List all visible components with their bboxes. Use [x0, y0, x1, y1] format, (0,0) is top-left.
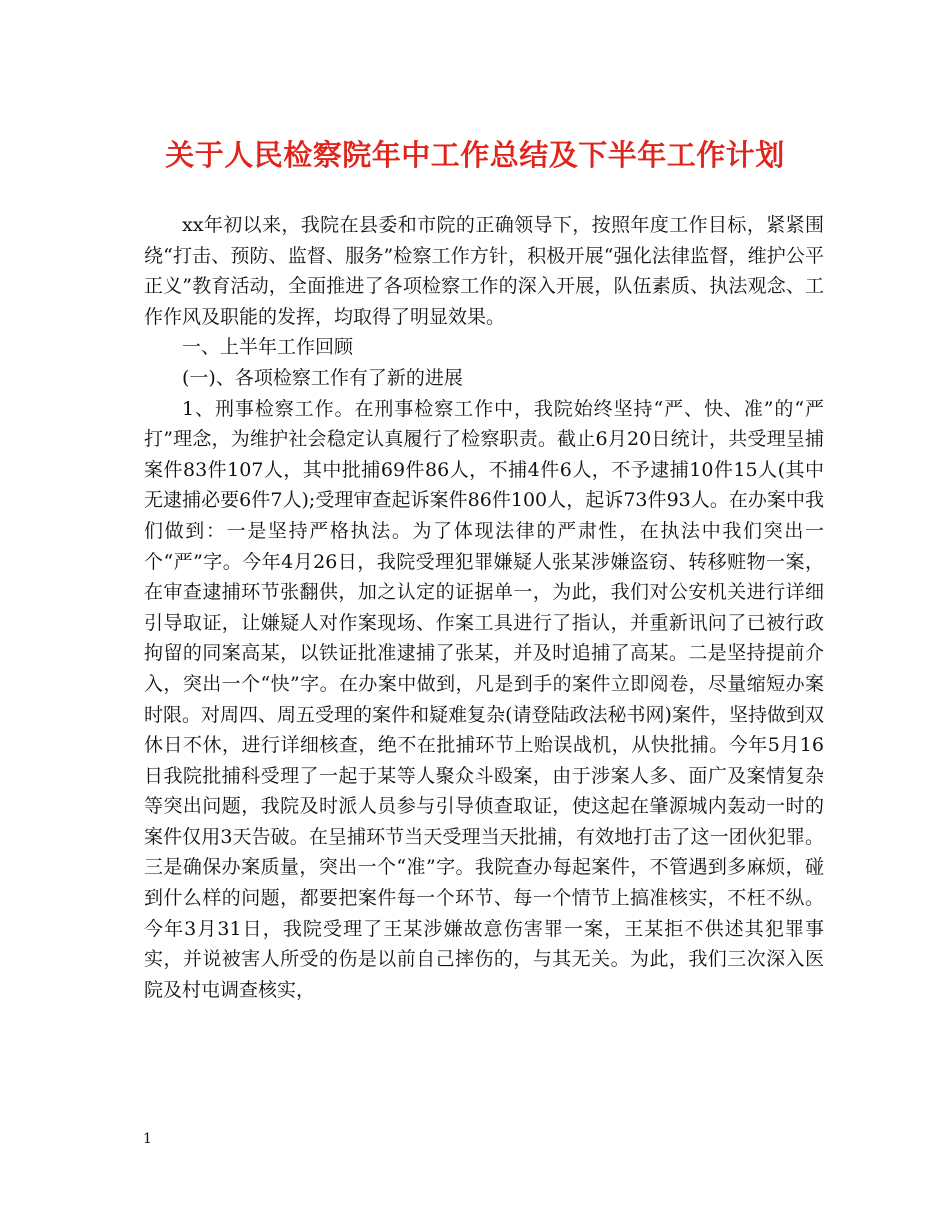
section-heading: 一、上半年工作回顾	[182, 336, 354, 359]
paragraph-intro: xx年初以来，我院在县委和市院的正确领导下，按照年度工作目标，紧紧围绕“打击、预防、监督、服务”检察工作方针，积极开展“强化法律监督，维护公平正义”教育活动，全面推进了各项检察工作的深入开展，队伍素质、执法观念、工作作风及职能的发挥，均取得了明显效果。	[144, 214, 824, 328]
document-body	[144, 210, 824, 1005]
paragraph-criminal-procuratorial-work: 1、刑事检察工作。在刑事检察工作中，我院始终坚持“严、快、准”的“严打”理念，为维护社会稳定认真履行了检察职责。截止6月20日统计，共受理呈捕案件83件107人，其中批捕69件86人，不捕4件6人，不予逮捕10件15人(其中无逮捕必要6件7人);受理审查起诉案件86件100人，起诉73件93人。在办案中我们做到：一是坚持严格执法。为了体现法律的严肃性，在执法中我们突出一个“严”字。今年4月26日，我院受理犯罪嫌疑人张某涉嫌盗窃、转移赃物一案，在审查逮捕环节张翻供，加之认定的证据单一，为此，我们对公安机关进行详细引导取证，让嫌疑人对作案现场、作案工具进行了指认，并重新讯问了已被行政拘留的同案高某，以铁证批准逮捕了张某，并及时追捕了高某。二是坚持提前介入，突出一个“快”字。在办案中做到，凡是到手的案件立即阅卷，尽量缩短办案时限。对周四、周五受理的案件和疑难复杂(请登陆政法秘书网)案件，坚持做到双休日不休，进行详细核查，绝不在批捕环节上贻误战机，从快批捕。今年5月16日我院批捕科受理了一起于某等人聚众斗殴案，由于涉案人多、面广及案情复杂等突出问题，我院及时派人员参与引导侦查取证，使这起在肇源城内轰动一时的案件仅用3天告破。在呈捕环节当天受理当天批捕，有效地打击了这一团伙犯罪。三是确保办案质量，突出一个“准”字。我院查办每起案件，不管遇到多麻烦，碰到什么样的问题，都要把案件每一个环节、每一个情节上搞准核实，不枉不纵。今年3月31日，我院受理了王某涉嫌故意伤害罪一案，王某拒不供述其犯罪事实，并说被害人所受的伤是以前自己摔伤的，与其无关。为此，我们三次深入医院及村屯调查核实，	[144, 397, 824, 1001]
document-title: 关于人民检察院年中工作总结及下半年工作计划	[165, 138, 785, 172]
page-number: 1	[143, 1131, 152, 1147]
subsection-heading: (一)、各项检察工作有了新的进展	[182, 366, 463, 389]
